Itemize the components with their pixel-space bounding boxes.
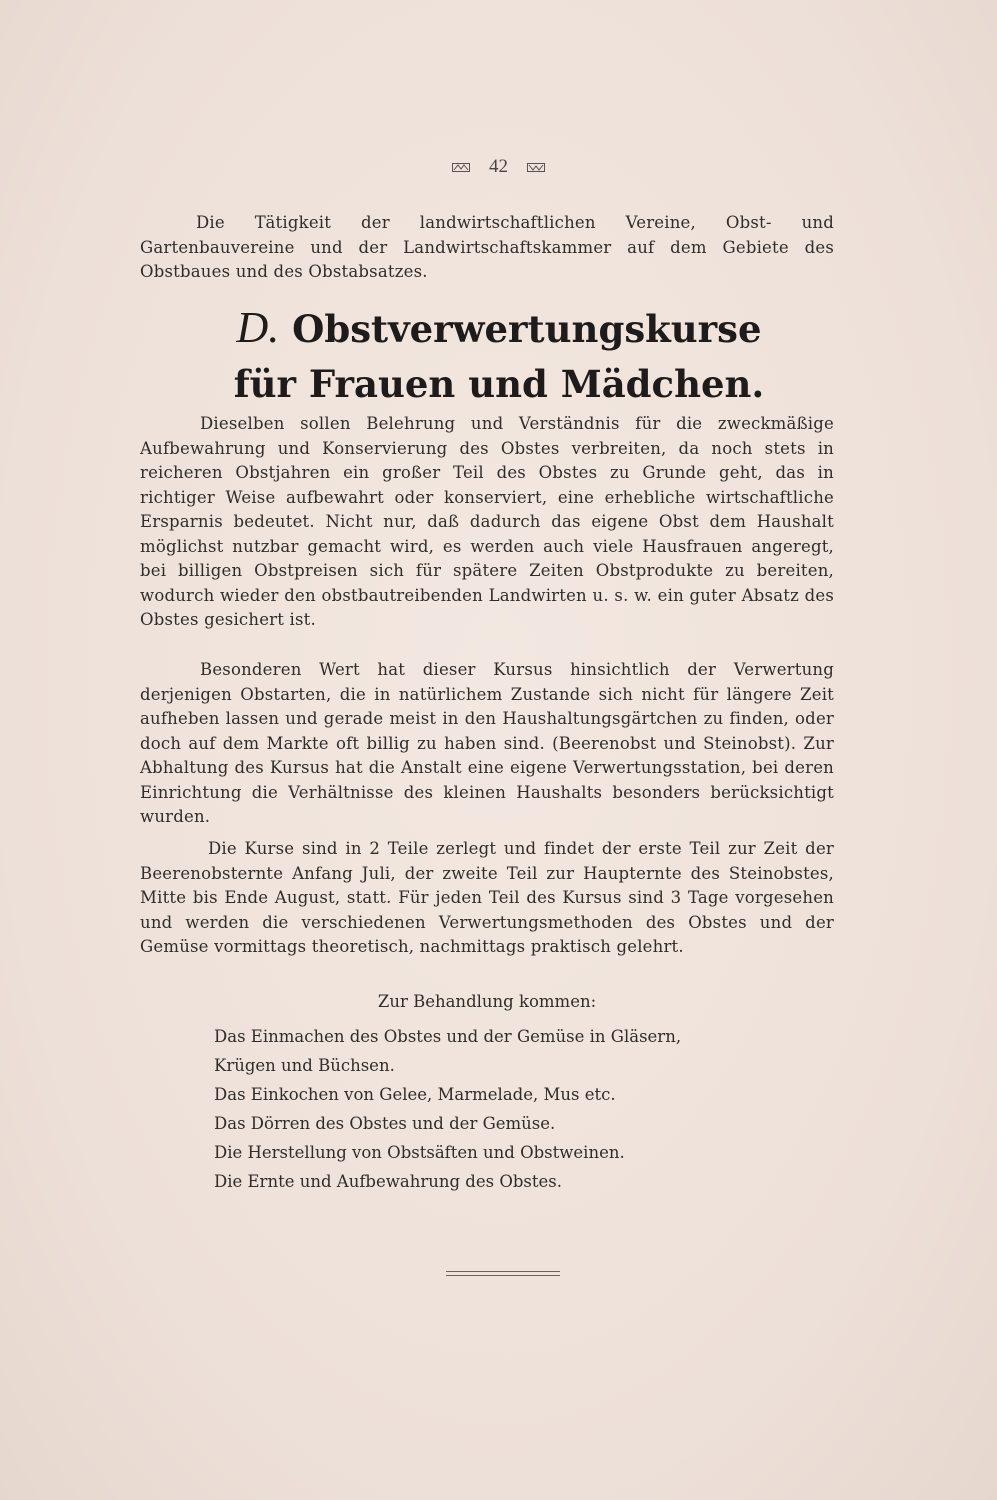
list-item: Die Herstellung von Obstsäften und Obstweinen. bbox=[214, 1143, 625, 1162]
page-number: 42 bbox=[489, 156, 508, 177]
heading-title: Obstverwertungskurse bbox=[292, 307, 762, 351]
ornament-right-icon bbox=[527, 163, 545, 172]
list-item: Das Einkochen von Gelee, Marmelade, Mus etc. bbox=[214, 1085, 616, 1104]
topic-list bbox=[214, 1022, 864, 1196]
section-heading bbox=[140, 300, 858, 411]
paragraph-2: Besonderen Wert hat dieser Kursus hinsichtlich der Verwertung derjenigen Obstarten, die in natürlichem Zustande sich nicht für längere Zeit aufheben lassen und gerade meist in den Haushaltungsgärtchen zu finden, oder doch auf dem Markte oft billig zu haben sind. (Beerenobst und Steinobst). Zur Abhaltung des Kursus hat die Anstalt eine eigene Verwertungsstation, bei deren Einrichtung die Verhältnisse des kleinen Haushalts besonders berücksichtigt wurden. bbox=[140, 660, 834, 826]
heading-line-1 bbox=[140, 300, 858, 357]
list-item: Die Ernte und Aufbewahrung des Obstes. bbox=[214, 1172, 562, 1191]
paragraph-1: Dieselben sollen Belehrung und Verständnis für die zweckmäßige Aufbewahrung und Konservierung des Obstes verbreiten, da noch stets in reicheren Obstjahren ein großer Teil des Obstes zu Grunde geht, das in richtiger Weise aufbewahrt oder konserviert, eine erhebliche wirtschaftliche Ersparnis bedeutet. Nicht nur, daß dadurch das eigene Obst dem Haushalt möglichst nutzbar gemacht wird, es werden auch viele Hausfrauen angeregt, bei billigen Obstpreisen sich für spätere Zeiten Obstprodukte zu bereiten, wodurch wieder den obstbautreibenden Landwirten u. s. w. ein guter Absatz des Obstes gesichert ist. bbox=[140, 414, 834, 629]
closing-double-rule bbox=[446, 1271, 560, 1276]
section-letter: D. bbox=[236, 303, 280, 352]
page-header bbox=[0, 156, 997, 178]
ornament-left-icon bbox=[452, 163, 470, 172]
heading-line-2: für Frauen und Mädchen. bbox=[233, 362, 765, 406]
list-item: Krügen und Büchsen. bbox=[214, 1056, 395, 1075]
paragraph-3: Die Kurse sind in 2 Teile zerlegt und findet der erste Teil zur Zeit der Beerenobsternte Anfang Juli, der zweite Teil zur Haupternte des Steinobstes, Mitte bis Ende August, statt. Für jeden Teil des Kursus sind 3 Tage vorgesehen und werden die verschiedenen Verwertungsmethoden des Obstes und der Gemüse vormittags theoretisch, nachmittags praktisch gelehrt. bbox=[140, 839, 834, 956]
intro-paragraph: Die Tätigkeit der landwirtschaftlichen Vereine, Obst- und Gartenbauvereine und der Landwirtschaftskammer auf dem Gebiete des Obstbaues und des Obstabsatzes. bbox=[140, 213, 834, 281]
list-item: Das Einmachen des Obstes und der Gemüse in Gläsern, bbox=[214, 1027, 682, 1046]
list-subheading: Zur Behandlung kommen: bbox=[377, 992, 597, 1011]
list-item: Das Dörren des Obstes und der Gemüse. bbox=[214, 1114, 556, 1133]
